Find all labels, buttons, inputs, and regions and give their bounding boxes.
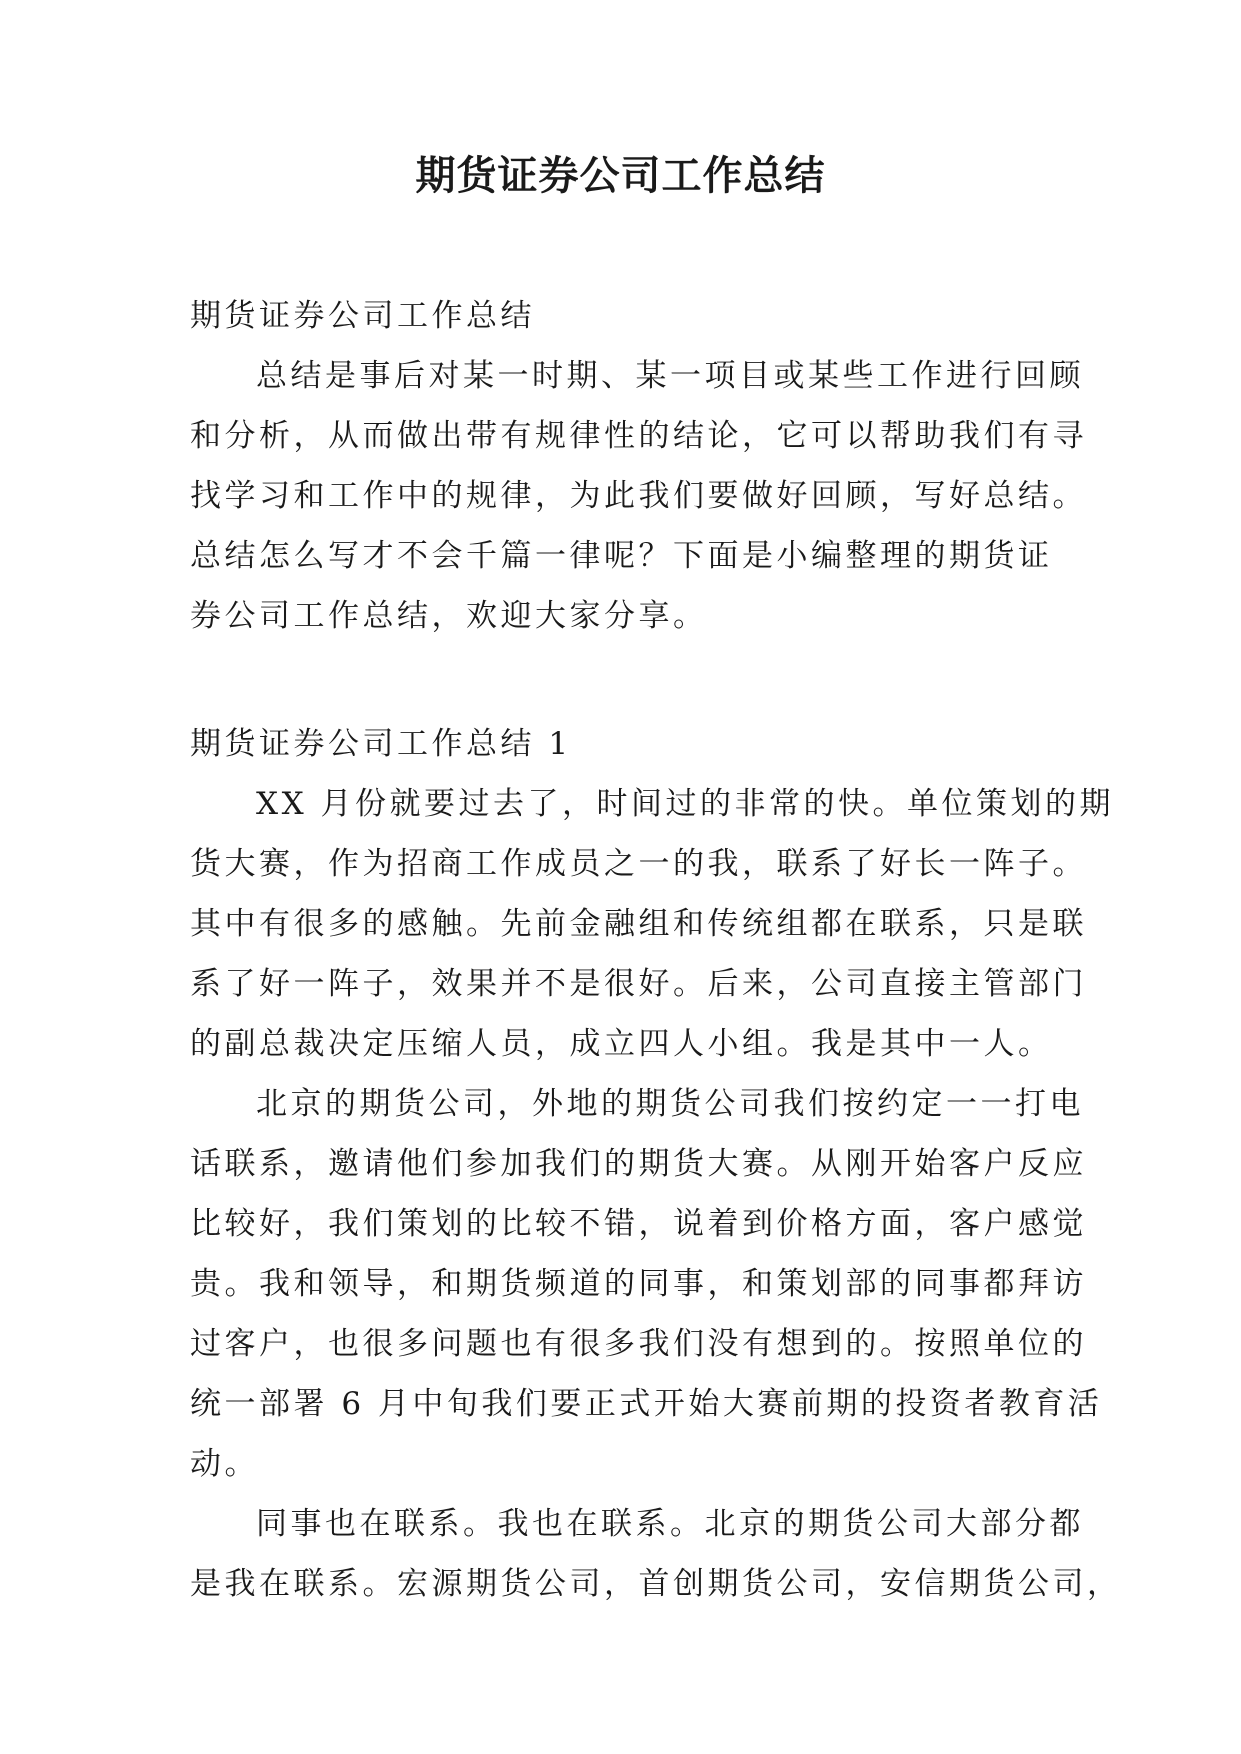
paragraph-line: 总结怎么写才不会千篇一律呢？下面是小编整理的期货证 (190, 538, 1053, 574)
paragraph (190, 1494, 1122, 1614)
paragraph-line: 过客户，也很多问题也有很多我们没有想到的。按照单位的 (190, 1326, 1087, 1362)
paragraph-line: 是我在联系。宏源期货公司，首创期货公司，安信期货公司， (190, 1566, 1122, 1602)
section-spacer (190, 646, 1058, 714)
paragraph-line: 贵。我和领导，和期货频道的同事，和策划部的同事都拜访 (190, 1266, 1087, 1302)
section-heading: 期货证券公司工作总结 (190, 298, 535, 334)
paragraph-line: 找学习和工作中的规律，为此我们要做好回顾，写好总结。 (190, 478, 1087, 514)
paragraph-line: 的副总裁决定压缩人员，成立四人小组。我是其中一人。 (190, 1026, 1053, 1062)
document-body (190, 286, 1122, 1614)
paragraph (190, 1074, 1103, 1494)
paragraph (190, 774, 1114, 1074)
document-title: 期货证券公司工作总结 (415, 152, 826, 199)
paragraph-line: 系了好一阵子，效果并不是很好。后来，公司直接主管部门 (190, 966, 1087, 1002)
section-heading: 期货证券公司工作总结 1 (190, 726, 572, 762)
paragraph-line: XX 月份就要过去了，时间过的非常的快。单位策划的期 (256, 786, 1114, 822)
paragraph (190, 346, 1087, 646)
paragraph-line: 比较好，我们策划的比较不错，说着到价格方面，客户感觉 (190, 1206, 1087, 1242)
paragraph-line: 货大赛，作为招商工作成员之一的我，联系了好长一阵子。 (190, 846, 1087, 882)
paragraph-line: 和分析，从而做出带有规律性的结论，它可以帮助我们有寻 (190, 418, 1087, 454)
paragraph-line: 话联系，邀请他们参加我们的期货大赛。从刚开始客户反应 (190, 1146, 1087, 1182)
paragraph-line: 统一部署 6 月中旬我们要正式开始大赛前期的投资者教育活 (190, 1386, 1103, 1422)
paragraph-line: 其中有很多的感触。先前金融组和传统组都在联系，只是联 (190, 906, 1087, 942)
paragraph-line: 同事也在联系。我也在联系。北京的期货公司大部分都 (256, 1506, 1084, 1542)
paragraph-line: 券公司工作总结，欢迎大家分享。 (190, 598, 708, 634)
paragraph-line: 总结是事后对某一时期、某一项目或某些工作进行回顾 (256, 358, 1084, 394)
paragraph-line: 动。 (190, 1446, 259, 1482)
paragraph-line: 北京的期货公司，外地的期货公司我们按约定一一打电 (256, 1086, 1084, 1122)
